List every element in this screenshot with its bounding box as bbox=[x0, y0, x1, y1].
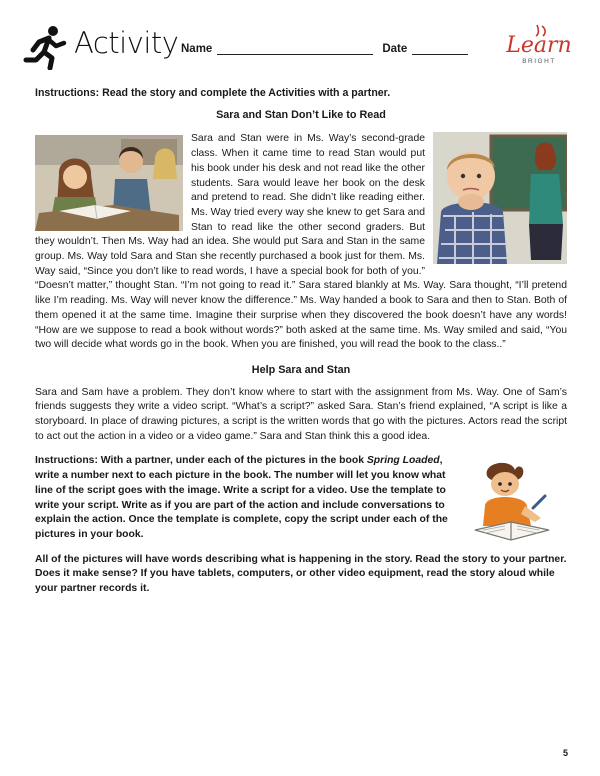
name-label: Name bbox=[181, 43, 213, 55]
instructions-part1: Instructions: With a partner, under each of the pictures in the book bbox=[35, 455, 367, 467]
worksheet-body bbox=[35, 86, 567, 597]
name-date-fields bbox=[181, 43, 468, 55]
story-title: Sara and Stan Don’t Like to Read bbox=[216, 108, 386, 121]
kid-writing-illustration bbox=[471, 460, 553, 546]
help-title: Help Sara and Stan bbox=[251, 363, 351, 376]
help-text: Sara and Sam have a problem. They don’t know where to start with the assignment from Ms. Way. One of Sam’s friends suggests they write a video script. “What’s a script?” asked Sara. Stan’s friend explained, “A script is like a storyboard. In place of drawing pictures, a script is the written words that go with the pictures. Actors read the script to act out the action in a video or a video game.” Sara and Stan think this a good idea. bbox=[35, 386, 567, 442]
girls-reading-photo bbox=[35, 135, 183, 231]
learn-bright-logo bbox=[495, 22, 585, 66]
instructions-part2: , write a number next to each picture in the book. The number will let you know what line of the script goes with the image. Write a script for a video. Use the template to write your script. Write as if you are part of the action and include conversations to explain the action. Once the template is complete, copy the script under each of the pictures in your book. bbox=[35, 455, 448, 540]
book-title: Spring Loaded bbox=[366, 455, 440, 467]
bored-boy-classroom-photo bbox=[433, 132, 567, 264]
runner-icon bbox=[22, 24, 68, 70]
name-line bbox=[217, 43, 373, 55]
final-instructions: All of the pictures will have words describing what is happening in the story. Read the story to your partner. Does it make sense? If you have tablets, computers, or other video equipment, read the story aloud while your partner records it. bbox=[35, 553, 567, 595]
logo-sub: BRIGHT bbox=[522, 58, 556, 65]
date-label: Date bbox=[382, 43, 408, 55]
page-number: 5 bbox=[563, 748, 569, 758]
activity-title: Activity bbox=[74, 26, 179, 60]
page-header bbox=[0, 0, 600, 80]
date-line bbox=[412, 43, 468, 55]
logo-word: Learn bbox=[506, 33, 572, 58]
top-instructions: Instructions: Read the story and complete the Activities with a partner. bbox=[35, 87, 391, 99]
story-body: Sara and Stan were in Ms. Way’s second-grade class. When it came time to read Stan would put his book under his desk and not read like the other students. Sara would leave her book on the desk and pretend to read. She didn’t like reading either. Ms. Way tried every way she knew to get Sara and Stan to read like the other second graders. But they wouldn’t. Then Ms. Way had an idea. She would put Sara and Stan in the same group. Ms. Way told Sara and Stan she recently purchased a book just for them. Ms. Way said, “Since you don’t like to read words, I have a special book for both of you.” “Doesn’t matter,” thought Stan. “I’m not going to read it.” Sara stared blankly at Ms. Way. Sara thought, “I’ll pretend like I’m reading. Ms. Way will never know the difference.” Ms. Way handed a book to Sara and then to Stan. Both of them opened it at the same time. Imagine their surprise when they discovered the book doesn’t have any words! “How are we suppose to read a book without words?” both asked at the same time. Ms. Way smiled and said, “You two will decide what words go in the book. When you are finished, you will read the book to the class..” bbox=[35, 133, 567, 351]
